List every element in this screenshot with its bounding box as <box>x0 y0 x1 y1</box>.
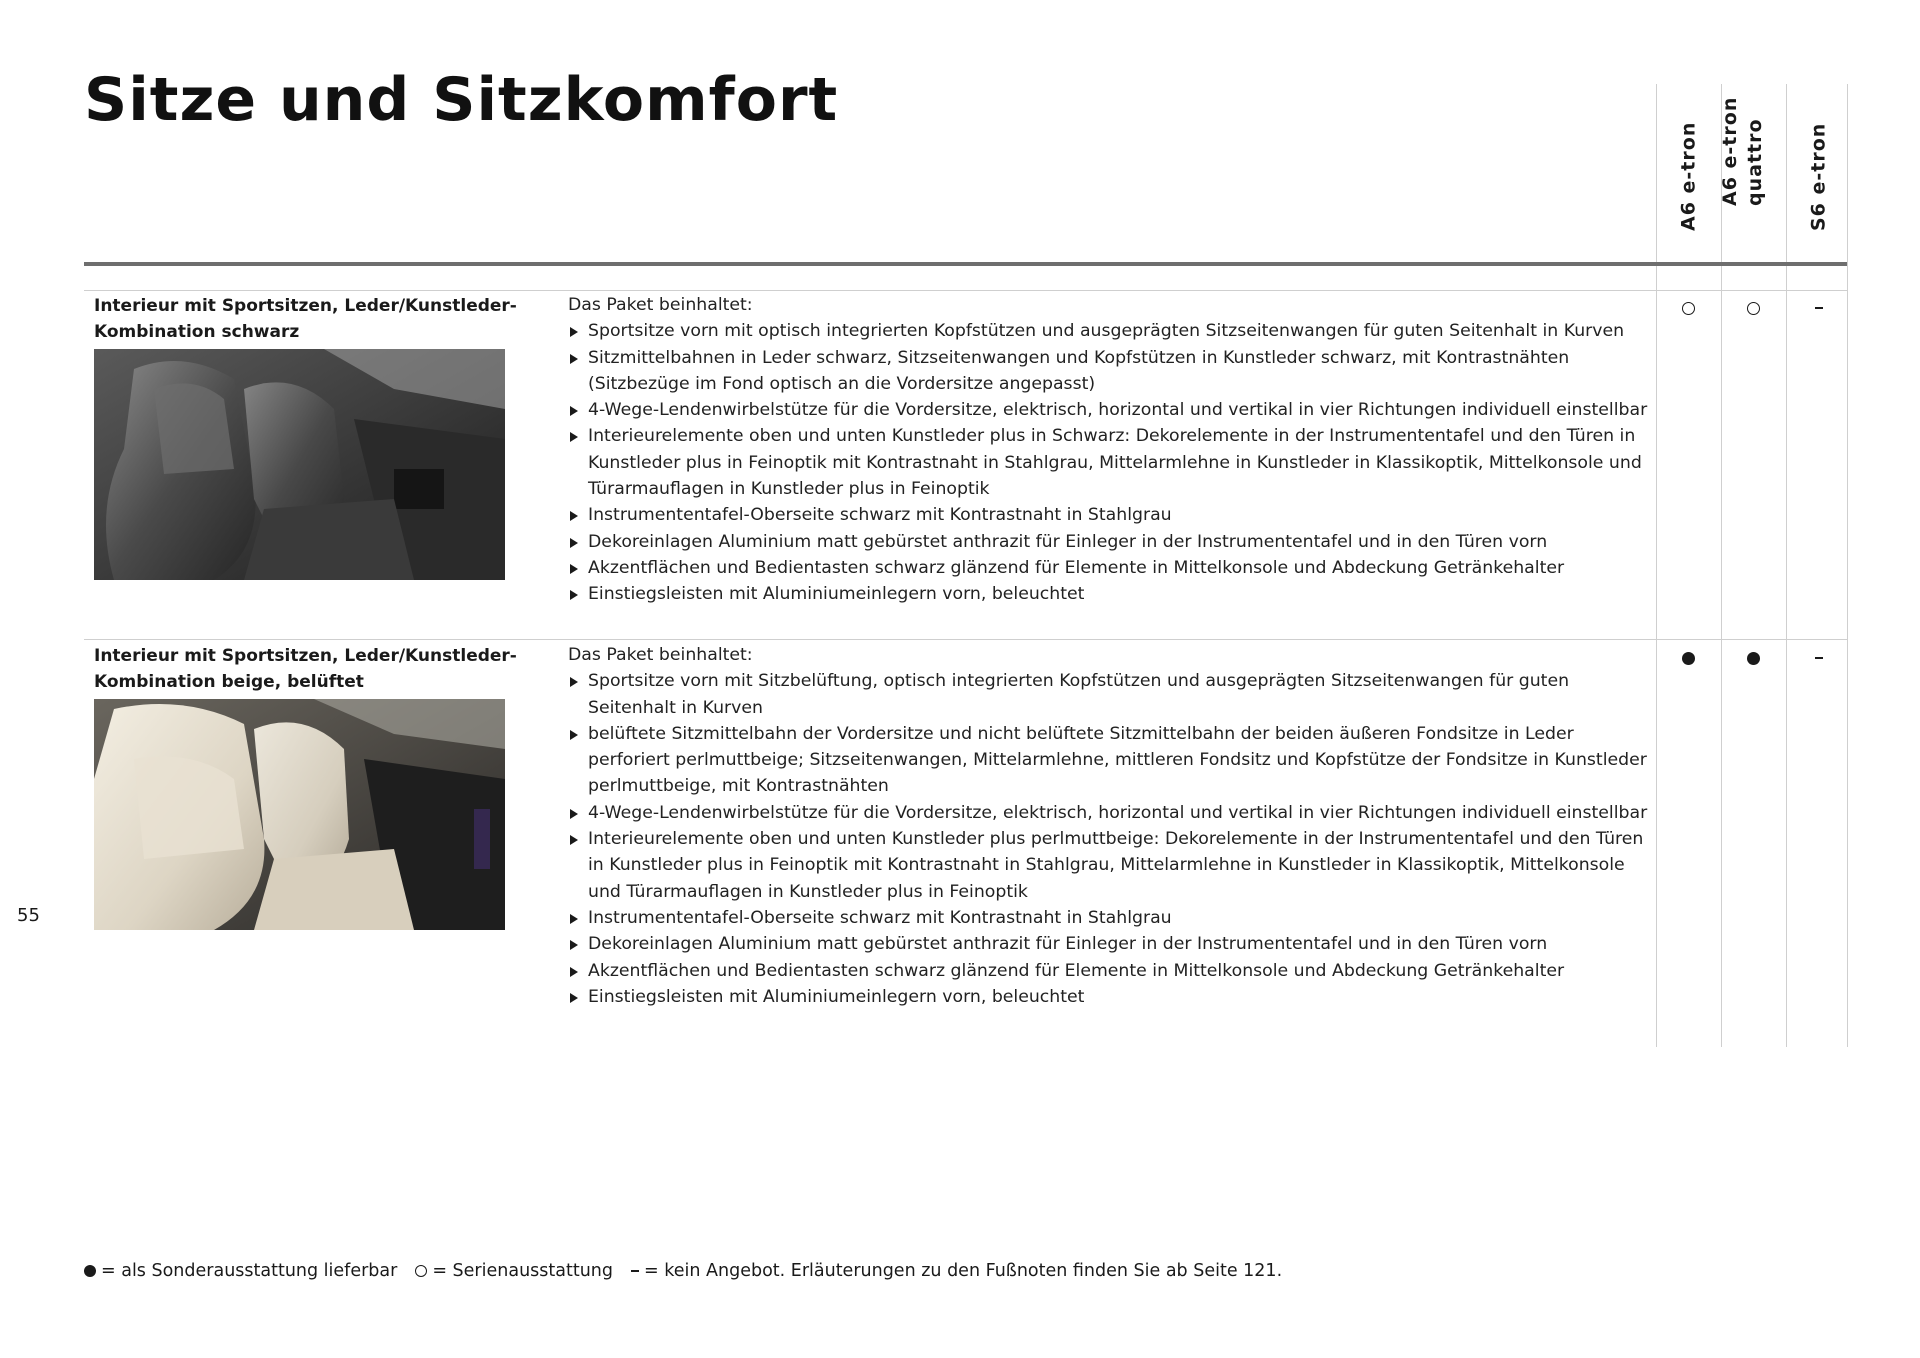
triangle-bullet-icon <box>570 940 578 950</box>
availability-mark <box>1721 298 1786 318</box>
column-header-s6-etron <box>1786 84 1851 264</box>
list-item <box>568 423 1648 502</box>
list-item-text: Instrumententafel-Oberseite schwarz mit Kontrastnaht in Stahlgrau <box>588 505 1172 526</box>
feature-list <box>568 318 1648 607</box>
list-item <box>568 931 1648 957</box>
triangle-bullet-icon <box>570 967 578 977</box>
row-title: Interieur mit Sportsitzen, Leder/Kunstleder-Kombination schwarz <box>94 296 517 342</box>
feature-list <box>568 668 1648 1010</box>
list-item-text: Sportsitze vorn mit optisch integrierten Kopfstützen und ausgeprägten Sitzseitenwangen für guten Seitenhalt in Kurven <box>588 321 1625 342</box>
column-header-a6-etron-quattro <box>1721 84 1786 264</box>
legend-standard <box>415 1261 613 1281</box>
interior-photo-black <box>94 349 505 580</box>
list-item-text: Einstiegsleisten mit Aluminiumeinlegern vorn, beleuchtet <box>588 986 1085 1007</box>
triangle-bullet-icon <box>570 327 578 337</box>
list-item-text: Akzentflächen und Bedientasten schwarz glänzend für Elemente in Mittelkonsole und Abdeckung Getränkehalter <box>588 960 1565 981</box>
triangle-bullet-icon <box>570 993 578 1003</box>
open-circle-icon <box>415 1265 427 1277</box>
list-item-text: Interieurelemente oben und unten Kunstleder plus perlmuttbeige: Dekorelemente in der Instrumententafel und den Türen in Kunstleder plus in Feinoptik mit Kontrastnaht in Stahlgrau, Mittelarmlehne in Kunstleder in Klassikoptik, Mittelkonsole und Türarmauflagen in Kunstleder plus in Feinoptik <box>588 829 1644 902</box>
triangle-bullet-icon <box>570 354 578 364</box>
column-header-label: A6 e-tron quattro <box>1719 96 1766 206</box>
list-item-text: Sitzmittelbahnen in Leder schwarz, Sitzseitenwangen und Kopfstützen in Kunstleder schwarz, mit Kontrastnähten (Sitzbezüge im Fond optisch an die Vordersitze angepasst) <box>588 347 1570 394</box>
list-item <box>568 800 1648 826</box>
legend-standard-text: = Serienausstattung <box>432 1261 613 1281</box>
triangle-bullet-icon <box>570 406 578 416</box>
list-item <box>568 905 1648 931</box>
list-item <box>568 345 1648 398</box>
description-intro: Das Paket beinhaltet: <box>568 295 753 315</box>
list-item <box>568 826 1648 905</box>
list-item-text: Instrumententafel-Oberseite schwarz mit Kontrastnaht in Stahlgrau <box>588 907 1172 928</box>
list-item <box>568 984 1648 1010</box>
row-divider <box>84 639 1847 640</box>
column-header-label: S6 e-tron <box>1807 122 1829 231</box>
availability-mark <box>1721 648 1786 668</box>
list-item <box>568 318 1648 344</box>
header-divider <box>84 262 1847 266</box>
list-item-text: belüftete Sitzmittelbahn der Vordersitze und nicht belüftete Sitzmittelbahn der beiden äußeren Fondsitze in Leder perforiert perlmuttbeige; Sitzseitenwangen, Mittelarmlehne, mittleren Fondsitz und Kopfstütze der Fondsitze in Kunstleder perlmuttbeige, mit Kontrastnähten <box>588 723 1647 797</box>
triangle-bullet-icon <box>570 432 578 442</box>
triangle-bullet-icon <box>570 677 578 687</box>
description-intro: Das Paket beinhaltet: <box>568 645 753 665</box>
legend-none <box>631 1261 1282 1281</box>
legend-optional-text: = als Sonderausstattung lieferbar <box>101 1261 398 1281</box>
beige-seat-image <box>94 699 505 930</box>
interior-photo-beige <box>94 699 505 930</box>
row-description <box>568 292 1648 608</box>
page-number: 55 <box>17 905 40 926</box>
row-description <box>568 642 1648 1010</box>
column-header-a6-etron <box>1656 84 1721 264</box>
triangle-bullet-icon <box>570 590 578 600</box>
dash-icon <box>631 1270 639 1272</box>
availability-mark <box>1656 298 1721 318</box>
list-item-text: Interieurelemente oben und unten Kunstleder plus in Schwarz: Dekorelemente in der Instrumententafel und den Türen in Kunstleder plus in Feinoptik mit Kontrastnaht in Stahlgrau, Mittelarmlehne in Kunstleder in Klassikoptik, Mittelkonsole und Türarmauflagen in Kunstleder plus in Feinoptik <box>588 426 1642 500</box>
column-header-label: A6 e-tron <box>1677 121 1699 231</box>
row-title: Interieur mit Sportsitzen, Leder/Kunstleder-Kombination beige, belüftet <box>94 646 517 692</box>
list-item-text: Dekoreinlagen Aluminium matt gebürstet anthrazit für Einleger in der Instrumententafel und in den Türen vorn <box>588 934 1548 955</box>
list-item <box>568 668 1648 721</box>
list-item-text: Dekoreinlagen Aluminium matt gebürstet anthrazit für Einleger in der Instrumententafel und in den Türen vorn <box>588 531 1548 552</box>
legend <box>84 1261 1300 1281</box>
list-item-text: 4-Wege-Lendenwirbelstütze für die Vordersitze, elektrisch, horizontal und vertikal in vier Richtungen individuell einstellbar <box>588 802 1648 823</box>
list-item <box>568 581 1648 607</box>
availability-mark <box>1786 648 1851 668</box>
list-item <box>568 555 1648 581</box>
page-title: Sitze und Sitzkomfort <box>84 65 839 135</box>
dash-icon <box>1815 307 1823 309</box>
black-seat-image <box>94 349 505 580</box>
triangle-bullet-icon <box>570 538 578 548</box>
legend-optional <box>84 1261 397 1281</box>
triangle-bullet-icon <box>570 730 578 740</box>
list-item <box>568 721 1648 800</box>
list-item-text: Sportsitze vorn mit Sitzbelüftung, optisch integrierten Kopfstützen und ausgeprägten Sitzseitenwangen für guten Seitenhalt in Kurven <box>588 671 1570 718</box>
filled-circle-icon <box>1747 652 1760 665</box>
triangle-bullet-icon <box>570 511 578 521</box>
list-item-text: Akzentflächen und Bedientasten schwarz glänzend für Elemente in Mittelkonsole und Abdeckung Getränkehalter <box>588 557 1565 578</box>
row-divider <box>84 290 1847 291</box>
triangle-bullet-icon <box>570 914 578 924</box>
dash-icon <box>1815 657 1823 659</box>
availability-mark <box>1656 648 1721 668</box>
triangle-bullet-icon <box>570 809 578 819</box>
list-item <box>568 502 1648 528</box>
triangle-bullet-icon <box>570 564 578 574</box>
list-item <box>568 397 1648 423</box>
list-item <box>568 529 1648 555</box>
open-circle-icon <box>1747 302 1760 315</box>
filled-circle-icon <box>84 1265 96 1277</box>
triangle-bullet-icon <box>570 835 578 845</box>
list-item-text: Einstiegsleisten mit Aluminiumeinlegern vorn, beleuchtet <box>588 584 1085 605</box>
filled-circle-icon <box>1682 652 1695 665</box>
open-circle-icon <box>1682 302 1695 315</box>
list-item <box>568 958 1648 984</box>
availability-mark <box>1786 298 1851 318</box>
list-item-text: 4-Wege-Lendenwirbelstütze für die Vordersitze, elektrisch, horizontal und vertikal in vier Richtungen individuell einstellbar <box>588 400 1648 421</box>
legend-none-text: = kein Angebot. Erläuterungen zu den Fußnoten finden Sie ab Seite 121. <box>644 1261 1283 1281</box>
